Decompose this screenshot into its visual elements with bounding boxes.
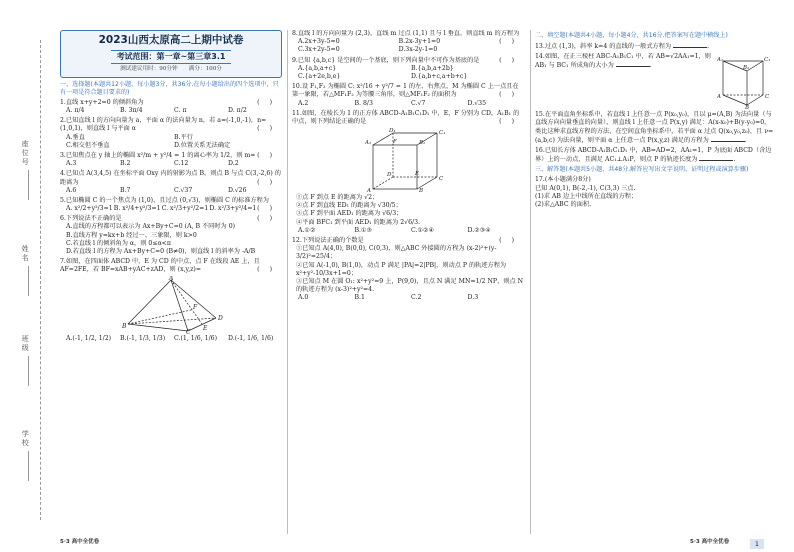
section-1-heading: 一、选择题(本题共12小题，每小题3分，共36分.在每小题给出的四个选项中，只有一项是符合题目要求的) bbox=[60, 80, 279, 96]
svg-text:A₁: A₁ bbox=[365, 140, 372, 147]
question-4: 4.已知点 A(3,4,5) 在坐标平面 Oxy 内的射影为点 B，则点 B 与点 C(3,-2,6) 的距离为 () A.6 B.7 C.√37 D.√26 bbox=[60, 170, 282, 194]
svg-text:F: F bbox=[193, 303, 198, 311]
question-8: 8.直线 l 的方向向量为 (2,3)，直线 m 过点 (1,1) 且与 l 垂直，则直线 m 的方程为 () A.2x+3y-5=0 B.2x-3y+1=0 C.3x+2y-5=0 D.3x-2y-1=0 bbox=[292, 30, 524, 54]
seat-number-field[interactable]: 座位号 bbox=[20, 140, 36, 200]
question-14: A₁ C₁ B₁ A C B 14.如图，在正三棱柱 ABC-A₁B₁C₁ 中，若 AB=√2AA₁=1，则 AB₁ 与 BC₁ 所成角的大小为 . bbox=[535, 53, 775, 109]
answer-blank[interactable] bbox=[616, 61, 650, 67]
exam-scope: 考试范围：第一章~第三章3.1 bbox=[111, 50, 232, 65]
prism-figure bbox=[717, 53, 775, 109]
svg-text:D: D bbox=[218, 314, 223, 322]
svg-text:C₁: C₁ bbox=[764, 57, 771, 64]
svg-text:B₁: B₁ bbox=[419, 140, 426, 147]
svg-text:B: B bbox=[745, 105, 750, 110]
svg-text:E: E bbox=[203, 324, 208, 332]
column-2 bbox=[292, 30, 524, 534]
question-17: 17.(本小题满分8分) 已知 A(0,1), B(-2,-1), C(3,3) 三点. (1)求 AB 边上中线所在直线的方程； (2)求△ABC 的面积. bbox=[535, 176, 638, 208]
column-divider bbox=[530, 30, 531, 534]
cube-figure bbox=[363, 127, 453, 193]
svg-text:B: B bbox=[122, 322, 127, 330]
column-3 bbox=[535, 30, 775, 534]
svg-text:B₁: B₁ bbox=[743, 65, 750, 72]
answer-blank[interactable] bbox=[673, 42, 707, 48]
svg-text:C: C bbox=[439, 176, 444, 183]
answer-blank[interactable] bbox=[699, 155, 733, 161]
svg-text:C: C bbox=[186, 328, 191, 334]
svg-text:C: C bbox=[765, 94, 770, 101]
footer-brand-left: 5·3 高中全优卷 bbox=[60, 538, 100, 545]
exam-header bbox=[60, 30, 282, 78]
question-15: 15.在平面直角坐标系中，若直线 l 上任意一点 P(x₀,y₀)，且以 μ=(A,B) 为法向量（与直线方向向量垂直的向量），则直线 l 上任意一点 P(x,y) 满足：A(x-x₀)+B(y-y₀)=0，类比这种求直线方程的方法，在空间直角坐标系中，若平面 α 过点 Q(x₀,y₀,z₀)，且 ν=(a,b,c) 为法向量，则平面 α 上任意一点 P(x,y,z) 满足的方程为 . bbox=[535, 111, 774, 144]
name-field[interactable]: 姓名 bbox=[20, 245, 36, 296]
question-2: 2.已知直线 l 的方向向量为 a，平面 α 的法向量为 n，若 a=(-1,0,-1)，n=(1,0,1)，则直线 l 与平面 α () A.垂直 B.平行 C.相交但不垂直 D.位置关系无法确定 bbox=[60, 117, 282, 149]
section-3-heading: 三、解答题(本题共5小题，共48分.解答应写出文字说明、证明过程或演算步骤) bbox=[535, 166, 749, 174]
exam-title: 2023山西太原高二上期中试卷 bbox=[98, 34, 244, 46]
question-16: 16.已知长方体 ABCD-A₁B₁C₁D₁ 中，AB=AD=2，AA₁=1，P 为底面 ABCD（含边界）上的一动点，且满足 AC₁⊥A₁P，则点 P 的轨迹长度为 . bbox=[535, 146, 772, 164]
svg-text:A: A bbox=[169, 275, 174, 282]
svg-text:E: E bbox=[415, 171, 420, 178]
svg-text:D₁: D₁ bbox=[389, 128, 396, 135]
question-10: 10.设 F₁,F₂ 为椭圆 C: x²/16 + y²/7 = 1 的左、右焦点，M 为椭圆 C 上一点且在第一象限，若△MF₁F₂ 为等腰三角形，则△MF₁F₂ 的面积为 () A.2 B. 8/3 C.√7 D.√35 bbox=[292, 83, 524, 107]
seal-line bbox=[40, 40, 41, 520]
question-12: 12.下列说法正确的个数是 () ①已知点 A(4,0), B(0,0), C(0,3)，则△ABC 外接圆的方程为 (x-2)²+(y-3/2)²=25/4； ②已知 A(-1,0), B(1,0)，动点 P 满足 |PA|=2|PB|，则动点 P 的轨迹方程为 x²+y²-10/3x+1=0； ③已知点 M 在圆 O₁: x²+y²=9 上，P(9,0)，且点 N 满足 MN=1/2 NP，则点 N 的轨迹方程为 (x-3)²+y²=4. A.0 B.1 C.2 D.3 bbox=[292, 237, 524, 302]
footer-brand-right: 5·3 高中全优卷 bbox=[690, 538, 730, 545]
question-9: 9.已知 {a,b,c} 是空间的一个基底，则下列向量中不可作为基底的是 () A.{a,b,a+c} B.{a,b,a+2b} C.{a+2e,b,e} D.{a,b+c,a+b+c} bbox=[292, 56, 524, 80]
exam-meta: 测试建议用时：90分钟 满分：100分 bbox=[120, 66, 222, 73]
svg-text:A: A bbox=[717, 94, 721, 101]
question-11: 11.如图，在棱长为 1 的正方体 ABCD-A₁B₁C₁D₁ 中，E，F 分别为 CD，A₁B₁ 的中点，则下列结论正确的是 () D₁ C₁ A₁ B₁ D C A B E F ①点 F 到点 E 的距离为 √2； ②点 F 到直线 ED₁ 的距离为 √30/5； ③点 F 到平面 AED₁ 的距离为 √6/3； ④平面 BFC₁ 到平面 AED₁ 的距离为 2√6/3. A.①② B.①③ C.①②④ D.②③④ bbox=[292, 109, 524, 234]
svg-text:F: F bbox=[393, 139, 397, 146]
svg-text:D: D bbox=[387, 172, 392, 179]
question-3: 3.已知焦点在 y 轴上的椭圆 x²/m + y²/4 = 1 的离心率为 1/2，则 m= () A.3 B.2 C.12 D.2 bbox=[60, 151, 282, 168]
svg-text:A: A bbox=[367, 188, 371, 194]
section-2-heading: 二、填空题(本题共4小题，每小题4分，共16分.把答案写在题中横线上) bbox=[535, 32, 728, 39]
question-7: 7.如图，在四面体 ABCD 中，E 为 CD 的中点，点 F 在线段 AE 上，且 AF=2FE，若 BF=xAB+yAC+zAD，则 (x,y,z)= () A B C D E F A.(-1, 1/2, 1/2) B.(-1, 1/3, 1/3) C.(1, 1/6, 1/6) D.(-1, 1/6, 1/6) bbox=[60, 258, 282, 342]
question-13: 13.过点 (1,3)，斜率 k=4 的直线的一般式方程为 . bbox=[535, 43, 710, 51]
class-field[interactable]: 班级 bbox=[20, 335, 36, 386]
page-number: 1 bbox=[750, 539, 764, 549]
question-1: 1.直线 x+y+2=0 的倾斜角为 () A. π/4 B. 3π/4 C. π D. π/2 bbox=[60, 98, 282, 115]
column-divider bbox=[287, 30, 288, 534]
svg-text:B: B bbox=[419, 188, 424, 194]
binding-strip bbox=[0, 0, 58, 552]
question-5: 5.已知椭圆 C 的一个焦点为 (1,0)，且过点 (0,√3)，则椭圆 C 的标准方程为 () A. x²/2+y²/3=1 B. x²/4+y²/3=1 C. x²/3+y²/2=1 D. x²/3+y²/4=1 bbox=[60, 196, 282, 213]
tetrahedron-figure bbox=[116, 276, 226, 334]
answer-blank[interactable] bbox=[711, 136, 745, 142]
question-6: 6.下列说法不正确的是 () A.直线的方程都可以表示为 Ax+By+C=0 (A, B 不同时为 0) B.直线方程 y=kx+b 经过一、三象限，则 k>0 C.若直线 l 的倾斜角为 α，则 0≤α<π D.若直线 l 的方程为 Ax+By+C=0 (B≠0)，则直线 l 的斜率为 -A/B bbox=[60, 215, 282, 256]
school-field[interactable]: 学校 bbox=[20, 430, 36, 481]
svg-text:C₁: C₁ bbox=[439, 130, 446, 137]
column-1 bbox=[60, 30, 282, 534]
svg-text:A₁: A₁ bbox=[717, 57, 724, 64]
